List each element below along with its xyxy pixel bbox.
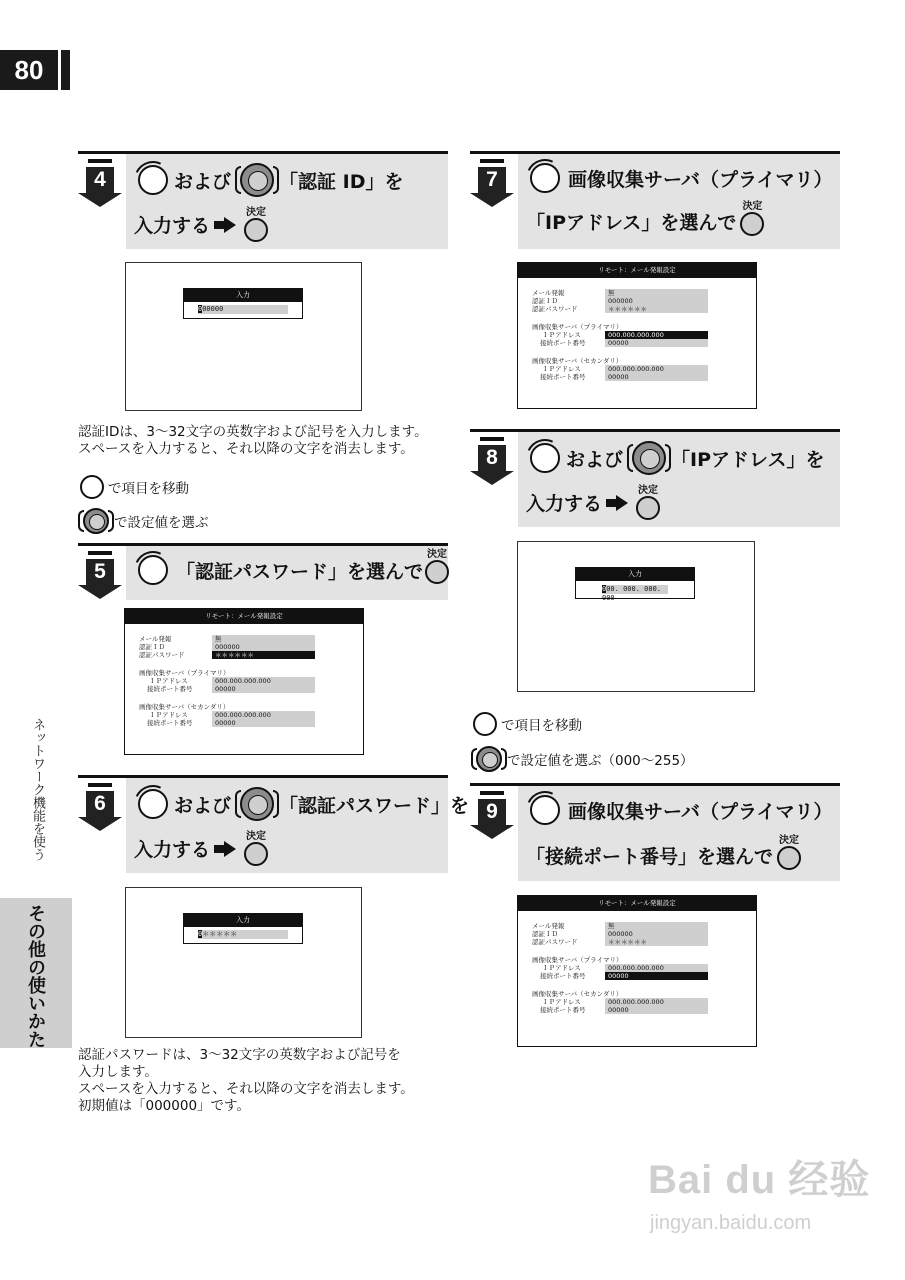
- right-arrow-icon: [616, 495, 628, 511]
- jog-dial-icon: [235, 787, 279, 821]
- step-number: 4: [78, 159, 122, 209]
- step-number: 8: [470, 437, 514, 487]
- and-text: および: [566, 448, 624, 471]
- step4-description: 認証IDは、3〜32文字の英数字および記号を入力します。 スペースを入力すると、それ以降の文字を消去します。: [78, 424, 428, 457]
- hint-select-value: で設定値を選ぶ: [78, 508, 209, 534]
- step-5: [78, 543, 448, 600]
- step-4: [78, 151, 448, 249]
- enter-button-icon: 決定: [244, 831, 268, 866]
- step-number: 9: [470, 791, 514, 841]
- right-arrow-icon: [224, 217, 236, 233]
- screen-input-ip: [517, 541, 755, 692]
- screen-input-id: [125, 262, 362, 411]
- jog-dial-icon: [235, 163, 279, 197]
- up-down-button-icon: [530, 163, 560, 193]
- chapter-tab-label: その他の使いかた: [25, 904, 46, 1048]
- step-7: [470, 151, 840, 249]
- jog-dial-icon: [471, 746, 507, 772]
- up-down-button-icon: [138, 165, 168, 195]
- up-down-button-icon: [473, 712, 497, 736]
- enter-button-icon: 決定: [244, 207, 268, 242]
- watermark-brand: Bai du 经验: [648, 1158, 871, 1202]
- jog-dial-icon: [78, 508, 114, 534]
- up-down-button-icon: [530, 795, 560, 825]
- step-line1: 画像収集サーバ（プライマリ）: [568, 800, 833, 823]
- step-target: 「認証 ID」を: [279, 170, 404, 193]
- screen-menu-step5: リモート：メール発報設定 メール発報 無 認証ＩＤ 000000 認証パスワード ＊＊＊＊＊＊ 画像収集サーバ（プライマリ） ＩＰアドレス 000.000.000.000 接続ポート番号 00000 画像収集サーバ（セカンダリ） ＩＰアドレス 000.000.000.000 接続ポート番号 00000: [124, 608, 364, 755]
- step-6: [78, 775, 470, 873]
- hint-move-item-ip: で項目を移動: [473, 712, 582, 736]
- and-text: および: [174, 170, 232, 193]
- step-number: 7: [470, 159, 514, 209]
- input-field: 000. 000. 000. 000: [602, 585, 668, 594]
- screen-input-password: [125, 887, 362, 1038]
- step-line1: 画像収集サーバ（プライマリ）: [568, 168, 833, 191]
- up-down-button-icon: [530, 443, 560, 473]
- hint-select-value-ip: で設定値を選ぶ（000〜255）: [471, 746, 694, 772]
- step-line2: 「IPアドレス」を選んで: [526, 212, 737, 234]
- watermark-url: jingyan.baidu.com: [650, 1212, 812, 1234]
- input-dialog-title: 入力: [576, 568, 694, 581]
- step6-description: 認証パスワードは、3〜32文字の英数字および記号を 入力します。 スペースを入力すると、それ以降の文字を消去します。 初期値は「000000」です。: [78, 1047, 414, 1114]
- enter-instruction: 入力する: [526, 493, 603, 515]
- page-number-bar: [61, 50, 70, 90]
- step-9: [470, 783, 840, 881]
- section-label: ネットワーク機能を使う: [30, 718, 45, 861]
- enter-instruction: 入力する: [134, 839, 211, 861]
- enter-button-icon: 決定: [636, 485, 660, 520]
- enter-button-icon: 決定: [777, 835, 801, 870]
- screen-menu-step9: リモート：メール発報設定 メール発報 無 認証ＩＤ 000000 認証パスワード ＊＊＊＊＊＊ 画像収集サーバ（プライマリ） ＩＰアドレス 000.000.000.000 接続ポート番号 00000 画像収集サーバ（セカンダリ） ＩＰアドレス 000.000.000.000 接続ポート番号 00000: [517, 895, 757, 1047]
- input-dialog-title: 入力: [184, 289, 302, 302]
- step-number: 6: [78, 783, 122, 833]
- up-down-button-icon: [138, 555, 168, 585]
- step-target: 「認証パスワード」を: [279, 794, 470, 817]
- right-arrow-icon: [224, 841, 236, 857]
- screen-menu-step7: リモート：メール発報設定 メール発報 無 認証ＩＤ 000000 認証パスワード ＊＊＊＊＊＊ 画像収集サーバ（プライマリ） ＩＰアドレス 000.000.000.000 接続ポート番号 00000 画像収集サーバ（セカンダリ） ＩＰアドレス 000.000.000.000 接続ポート番号 00000: [517, 262, 757, 409]
- step-text: 「認証パスワード」を選んで: [176, 560, 424, 583]
- enter-button-icon: 決定: [740, 201, 764, 236]
- up-down-button-icon: [80, 475, 104, 499]
- jog-dial-icon: [627, 441, 671, 475]
- input-field: 0＊＊＊＊＊: [198, 930, 288, 939]
- step-number: 5: [78, 551, 122, 601]
- step-line2: 「接続ポート番号」を選んで: [526, 846, 774, 868]
- hint-move-item: で項目を移動: [80, 475, 189, 499]
- page-number: 80: [0, 50, 58, 90]
- enter-button-icon: 決定: [425, 549, 449, 584]
- enter-instruction: 入力する: [134, 215, 211, 237]
- input-field: 000000: [198, 305, 288, 314]
- and-text: および: [174, 794, 232, 817]
- chapter-tab: [0, 898, 72, 1048]
- up-down-button-icon: [138, 789, 168, 819]
- step-target: 「IPアドレス」を: [671, 448, 825, 471]
- input-dialog-title: 入力: [184, 914, 302, 927]
- step-8: [470, 429, 840, 527]
